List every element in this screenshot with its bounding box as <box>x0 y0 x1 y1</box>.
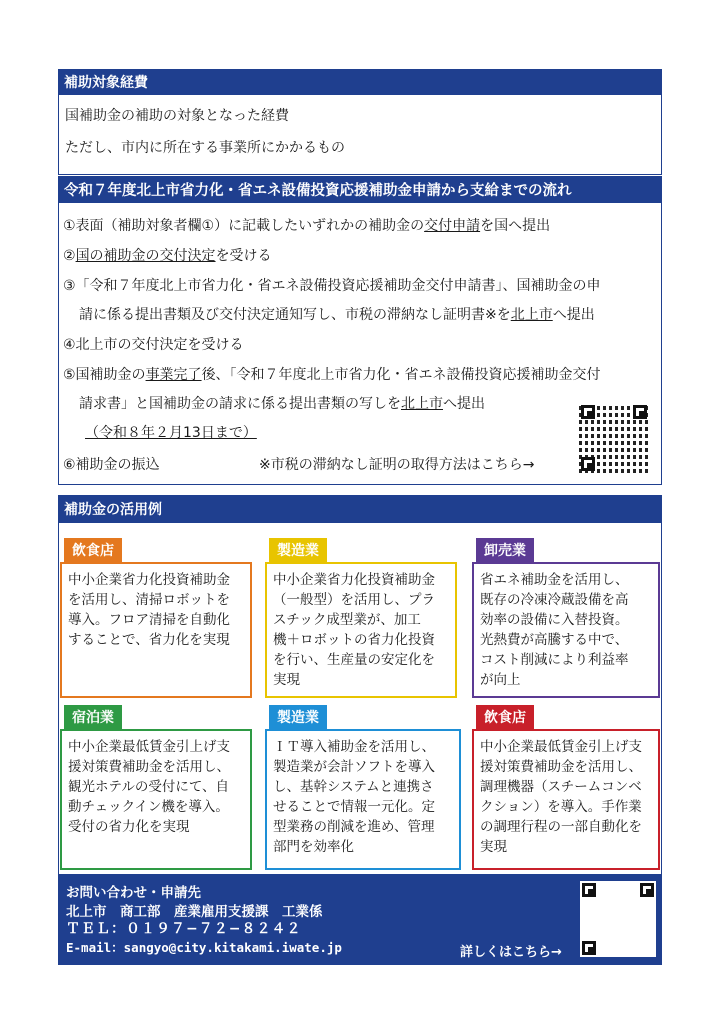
example-card-line: せることで情報一元化。定 <box>273 799 435 815</box>
step1-text-end: を国へ提出 <box>480 218 551 234</box>
example-card-line: コスト削減により利益率 <box>480 652 629 668</box>
example-card-line: 効率の設備に入替投資。 <box>480 612 629 628</box>
step1-text: ①表面（補助対象者欄①）に記載したいずれかの補助金の <box>63 218 425 234</box>
target-box <box>58 95 662 175</box>
example-card-line: 中小企業最低賃金引上げ支 <box>68 739 230 755</box>
example-card-line: 既存の冷凍冷蔵設備を高 <box>480 592 629 608</box>
example-card-line: 援対策費補助金を活用し、 <box>68 759 230 775</box>
step3-underline: 北上市 <box>510 307 553 323</box>
flow-step-3-line-2 <box>79 304 595 324</box>
flow-step-4: ④北上市の交付決定を受ける <box>63 337 244 353</box>
example-card-tag: 製造業 <box>269 705 327 729</box>
tax-certificate-qr-code[interactable] <box>579 403 649 473</box>
example-card-tag: 飲食店 <box>64 538 122 562</box>
example-card-line: ＩＴ導入補助金を活用し、 <box>273 739 435 755</box>
example-card-tag: 卸売業 <box>476 538 534 562</box>
example-card-line: 導入。フロア清掃を自動化 <box>68 612 230 628</box>
target-line-2: ただし、市内に所在する事業所にかかるもの <box>65 140 345 156</box>
flow-step-6: ⑥補助金の振込 <box>63 457 160 473</box>
step3-text: 請に係る提出書類及び交付決定通知写し、市税の滞納なし証明書※を <box>79 307 511 323</box>
example-card <box>472 729 660 870</box>
example-card <box>60 729 252 870</box>
flow-box <box>58 203 662 485</box>
flow-step-5-line-1 <box>63 364 601 384</box>
qr-finder <box>581 405 595 419</box>
example-card-text <box>68 570 246 650</box>
contact-email[interactable]: E-mail：sangyo@city.kitakami.iwate.jp <box>66 940 342 955</box>
example-card-line: 実現 <box>480 839 507 855</box>
example-card-line: 援対策費補助金を活用し、 <box>480 759 642 775</box>
step5-text-end: 後、「令和７年度北上市省力化・省エネ設備投資応援補助金交付 <box>201 367 601 383</box>
step2-underline: 国の補助金の交付決定 <box>75 248 216 264</box>
flow-step-1 <box>63 215 550 235</box>
step5-underline: 事業完了 <box>145 367 202 383</box>
example-card <box>472 562 660 698</box>
example-card-line: スチック成型業が、加工 <box>273 612 421 628</box>
step3-text-end: へ提出 <box>552 307 595 323</box>
step5-underline-2: 北上市 <box>401 396 443 412</box>
example-card-line: し、基幹システムと連携さ <box>273 779 434 795</box>
qr-finder <box>633 405 647 419</box>
step2-text-end: を受ける <box>215 248 272 264</box>
example-card-line: 実現 <box>273 672 300 688</box>
flow-step-5-line-2 <box>79 393 485 413</box>
step1-underline: 交付申請 <box>424 218 481 234</box>
flow-step-3-line-1: ③「令和７年度北上市省力化・省エネ設備投資応援補助金交付申請書」、国補助金の申 <box>63 278 601 294</box>
example-card-tag: 宿泊業 <box>64 705 122 729</box>
qr-finder <box>582 883 596 897</box>
example-card-line: 光熱費が高騰する中で、 <box>480 632 629 648</box>
example-card-line: の調理行程の一部自動化を <box>480 819 642 835</box>
example-card-tag: 飲食店 <box>476 705 534 729</box>
step2-num: ② <box>63 248 76 264</box>
target-header-text: 補助対象経費 <box>64 75 148 91</box>
example-card <box>265 562 457 698</box>
contact-panel <box>58 875 662 965</box>
example-card-line: （一般型）を活用し、プラ <box>273 592 435 608</box>
example-card-line: クション）を導入。手作業 <box>480 799 642 815</box>
example-card-line: 部門を効率化 <box>273 839 354 855</box>
contact-tel[interactable]: ＴＥＬ：０１９７−７２−８２４２ <box>66 921 302 937</box>
qr-finder <box>640 883 654 897</box>
target-line-1: 国補助金の補助の対象となった経費 <box>65 108 289 124</box>
examples-header-text: 補助金の活用例 <box>64 502 162 518</box>
qr-finder <box>581 457 595 471</box>
example-card-line: 型業務の削減を進め、管理 <box>273 819 435 835</box>
example-card-text <box>68 737 246 837</box>
example-card-line: 調理機器（スチームコンベ <box>480 779 642 795</box>
contact-department: 北上市 商工部 産業雇用支援課 工業係 <box>66 904 323 920</box>
more-info-qr-code[interactable] <box>580 881 656 957</box>
example-card <box>60 562 252 698</box>
example-card-text <box>273 570 451 690</box>
example-card-line: を行い、生産量の安定化を <box>273 652 435 668</box>
step5-text: ⑤国補助金の <box>63 367 146 383</box>
example-card-line: 受付の省力化を実現 <box>68 819 190 835</box>
example-card <box>265 729 461 870</box>
example-card-text <box>273 737 455 857</box>
example-card-line: 中小企業省力化投資補助金 <box>68 572 230 588</box>
more-info-link[interactable]: 詳しくはこちら→ <box>460 945 562 960</box>
example-card-line: 動チェックイン機を導入。 <box>68 799 229 815</box>
target-header <box>58 69 662 95</box>
example-card-tag: 製造業 <box>269 538 327 562</box>
example-card-line: 機＋ロボットの省力化投資 <box>273 632 435 648</box>
example-card-line: 中小企業省力化投資補助金 <box>273 572 435 588</box>
example-card-line: を活用し、清掃ロボットを <box>68 592 230 608</box>
example-card-text <box>480 570 654 690</box>
flow-step-2 <box>63 245 272 265</box>
example-card-text <box>480 737 654 857</box>
example-card-line: 中小企業最低賃金引上げ支 <box>480 739 642 755</box>
tax-certificate-note[interactable]: ※市税の滞納なし証明の取得方法はこちら→ <box>259 457 535 473</box>
example-card-line: することで、省力化を実現 <box>68 632 230 648</box>
step5-text-end-2: へ提出 <box>443 396 485 412</box>
flow-header <box>58 176 662 203</box>
example-card-line: 観光ホテルの受付にて、自 <box>68 779 230 795</box>
contact-title: お問い合わせ・申請先 <box>66 885 201 901</box>
qr-finder <box>582 941 596 955</box>
example-card-line: が向上 <box>480 672 521 688</box>
example-card-line: 製造業が会計ソフトを導入 <box>273 759 435 775</box>
examples-header <box>58 495 662 523</box>
step5-text-2: 請求書」と国補助金の請求に係る提出書類の写しを <box>79 396 401 412</box>
flow-step-5-deadline: （令和８年２月13日まで） <box>85 425 257 441</box>
flow-header-text: 令和７年度北上市省力化・省エネ設備投資応援補助金申請から支給までの流れ <box>64 183 572 199</box>
example-card-line: 省エネ補助金を活用し、 <box>480 572 629 588</box>
